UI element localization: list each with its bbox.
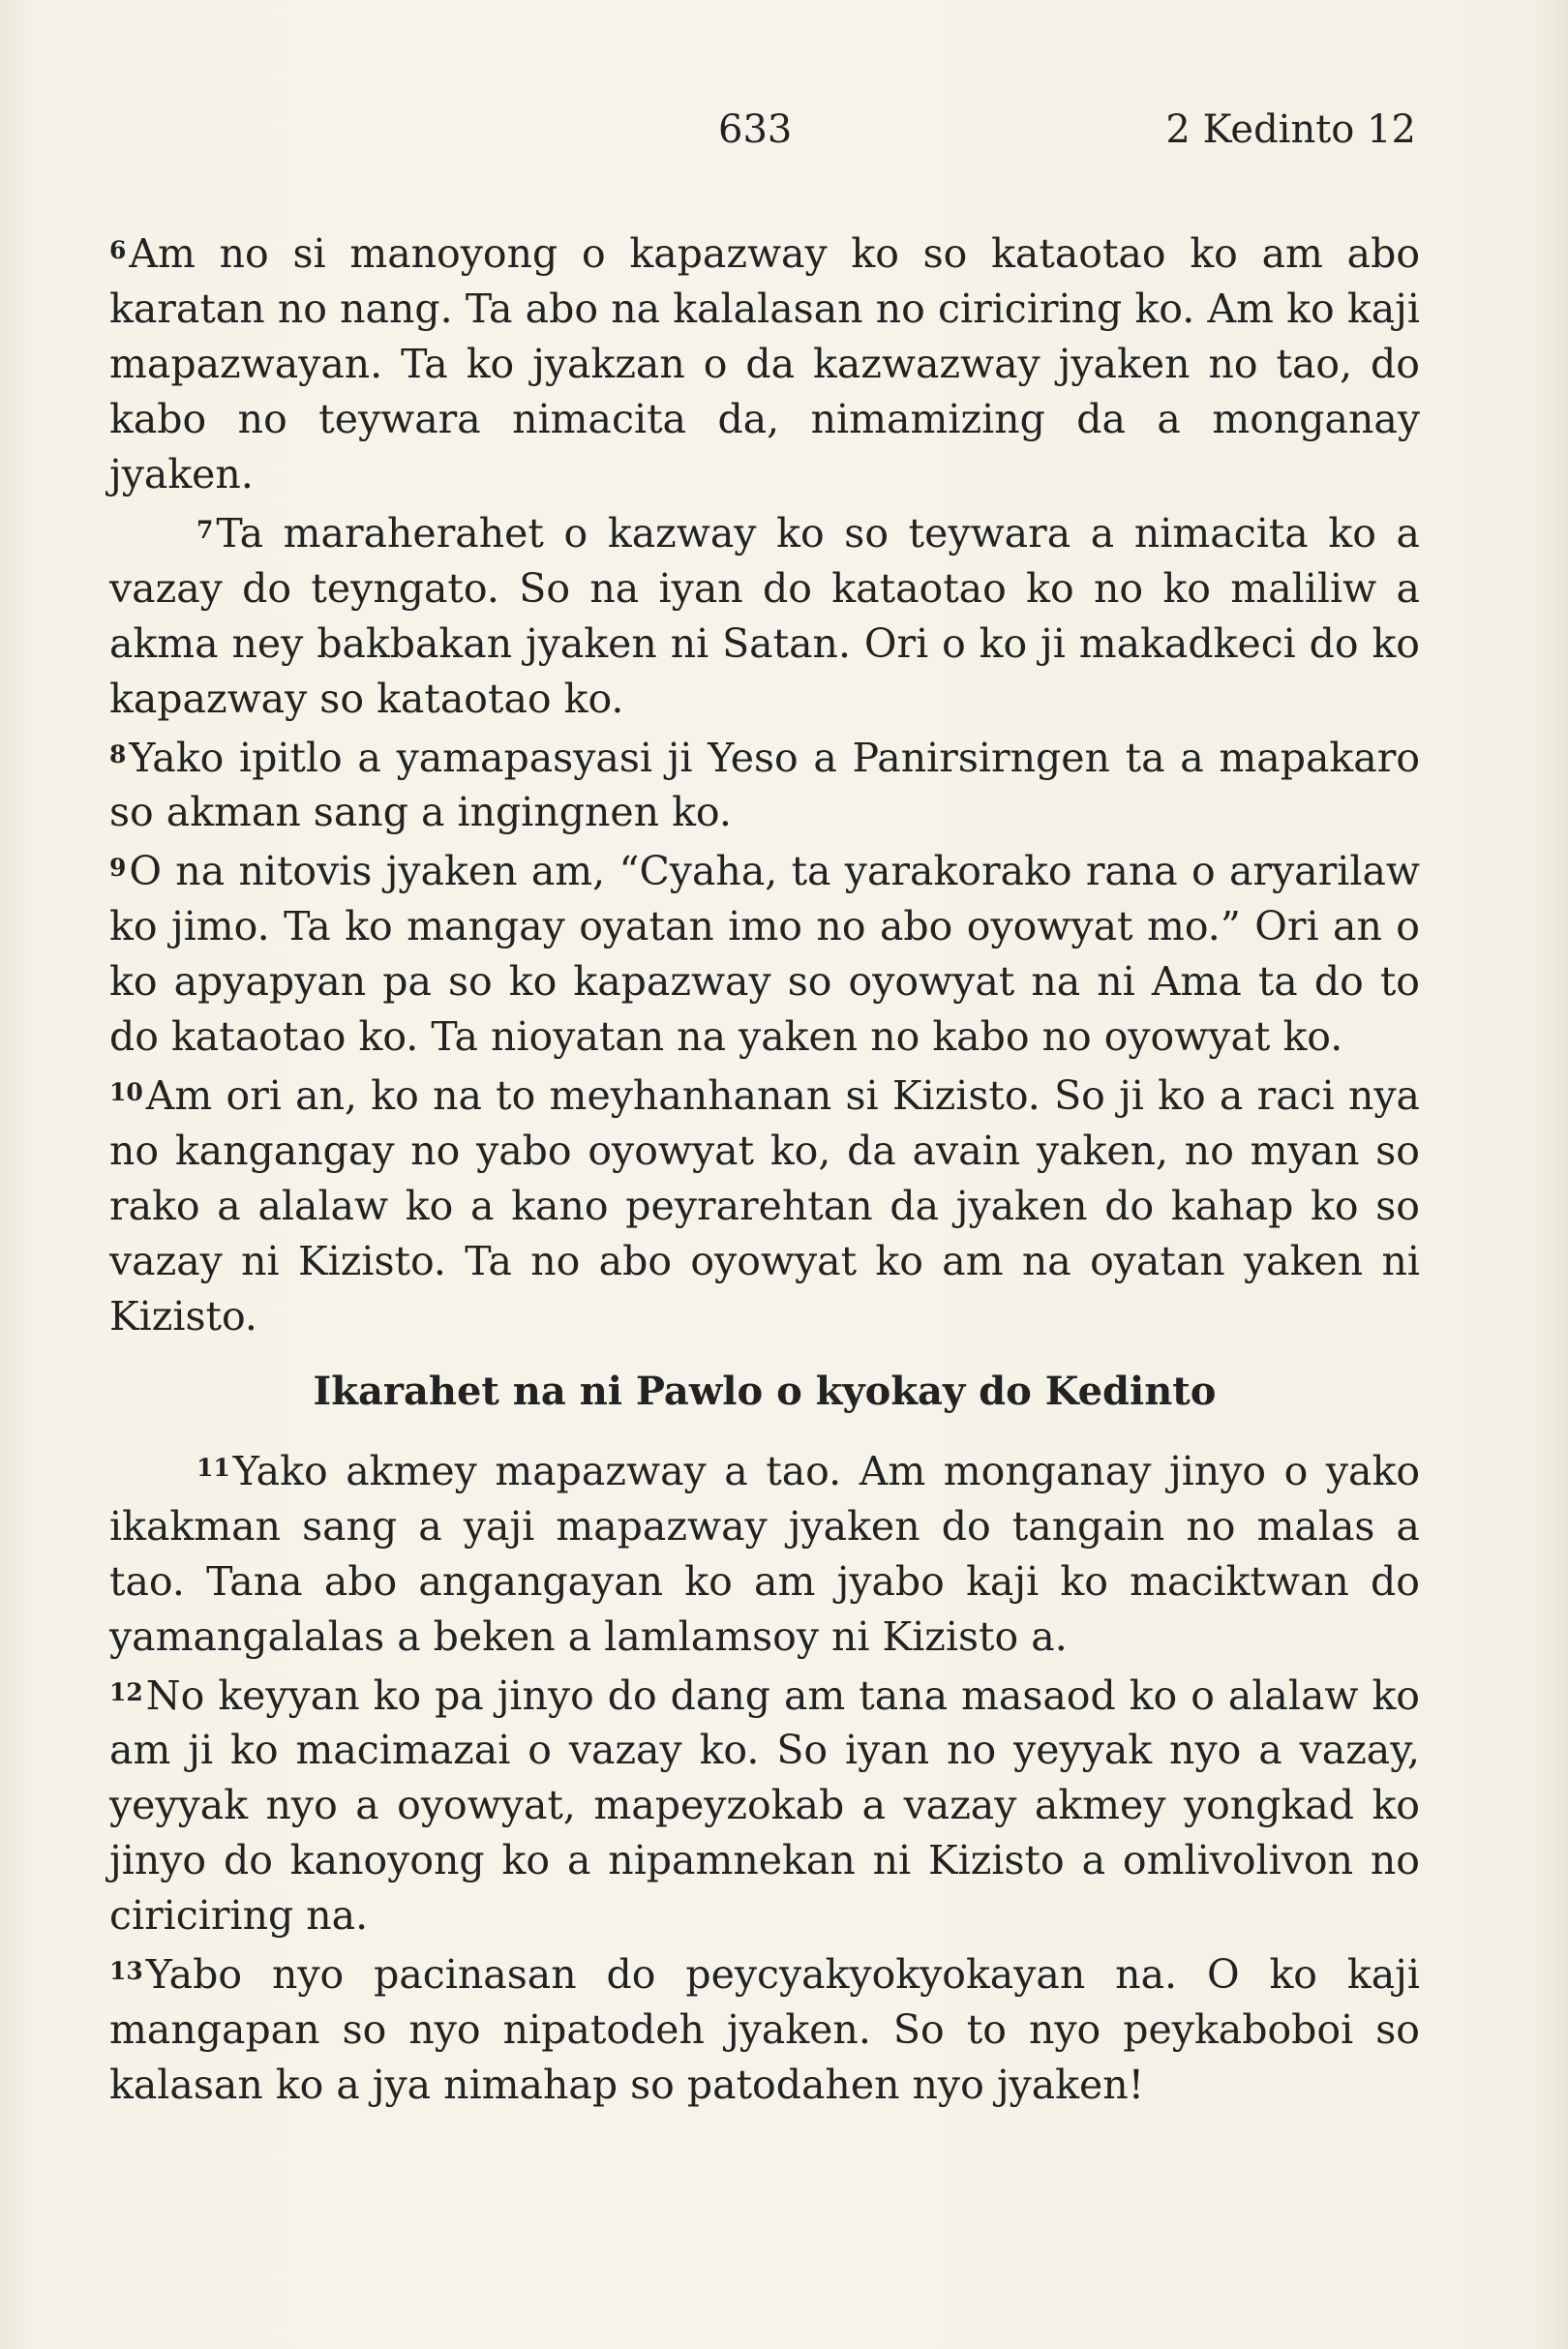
verse-number: 11 [196,1453,230,1482]
verse-number: 8 [109,739,127,768]
verse-text: Ta maraherahet o kazway ko so teywara a nimacita ko a vazay do teyngato. So na iyan do kataotao ko no ko maliliw a akma ney bakbakan jyaken ni Satan. Ori o ko ji makadkeci do ko kapazway so kataotao ko. [109,509,1420,722]
verse-number: 13 [109,1957,143,1986]
verse-8 [109,727,1420,841]
verse-number: 7 [196,515,214,544]
verse-text: O na nitovis jyaken am, “Cyaha, ta yarakorako rana o aryarilaw ko jimo. Ta ko mangay oyatan imo no abo oyowyat mo.” Ori an o ko apyapyan pa so ko kapazway so oyowyat na ni Ama ta do to do kataotao ko. Ta nioyatan na yaken no kabo no oyowyat ko. [109,848,1420,1060]
verse-13 [109,1943,1420,2113]
verse-number: 12 [109,1677,143,1706]
verse-7 [109,502,1420,727]
page-number: 633 [718,107,793,152]
verse-6 [109,223,1420,502]
running-head: 2 Kedinto 12 [1165,107,1416,152]
section-heading: Ikarahet na ni Pawlo o kyokay do Kedinto [313,1368,1217,1414]
verse-text: Yabo nyo pacinasan do peycyakyokyokayan na. O ko kaji mangapan so nyo nipatodeh jyaken. So to nyo peykaboboi so kalasan ko a jya nimahap so patodahen nyo jyaken! [109,1951,1420,2108]
page-body [109,223,1420,2113]
verse-text: Yako ipitlo a yamapasyasi ji Yeso a Panirsirngen ta a mapakaro so akman sang a ingingnen ko. [109,734,1420,836]
verse-number: 6 [109,236,127,264]
verse-9 [109,840,1420,1065]
page-header [0,101,1568,159]
verse-text: Am ori an, ko na to meyhanhanan si Kizisto. So ji ko a raci nya no kangangay no yabo oyowyat ko, da avain yaken, no myan so rako a alalaw ko a kano peyrarehtan da jyaken do kahap ko so vazay ni Kizisto. Ta no abo oyowyat ko am na oyatan yaken ni Kizisto. [109,1071,1420,1340]
verse-11 [109,1440,1420,1665]
verse-text: Yako akmey mapazway a tao. Am monganay jinyo o yako ikakman sang a yaji mapazway jyaken do tangain no malas a tao. Tana abo angangayan ko am jyabo kaji ko maciktwan do yamangalalas a beken a lamlamsoy ni Kizisto a. [109,1447,1420,1660]
verse-number: 9 [109,854,127,883]
verse-text: Am no si manoyong o kapazway ko so kataotao ko am abo karatan no nang. Ta abo na kalalasan no ciriciring ko. Am ko kaji mapazwayan. Ta ko jyakzan o da kazwazway jyaken no tao, do kabo no teywara nimacita da, nimamizing da a monganay jyaken. [109,229,1420,497]
verse-12 [109,1665,1420,1944]
verse-number: 10 [109,1078,143,1106]
verse-10 [109,1065,1420,1344]
verse-text: No keyyan ko pa jinyo do dang am tana masaod ko o alalaw ko am ji ko macimazai o vazay ko. So iyan no yeyyak nyo a vazay, yeyyak nyo a oyowyat, mapeyzokab a vazay akmey yongkad ko jinyo do kanoyong ko a nipamnekan ni Kizisto a omlivolivon no ciriciring na. [109,1671,1420,1940]
